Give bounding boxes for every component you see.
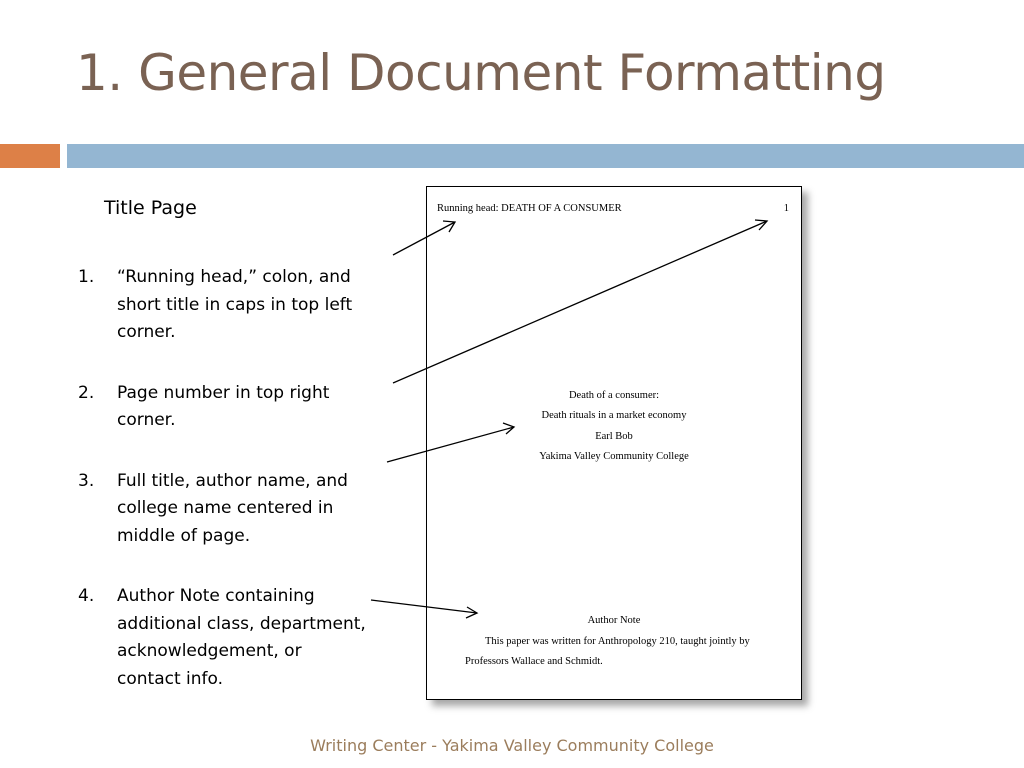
author-note-line-2: Professors Wallace and Schmidt. (465, 656, 603, 667)
list-item-text: “Running head,” colon, and short title in caps in top left corner. (117, 267, 353, 342)
slide-title: 1. General Document Formatting (76, 44, 886, 102)
list-item-number: 2. (78, 382, 95, 403)
list-item-number: 4. (78, 586, 95, 606)
author-note-heading: Author Note (587, 615, 641, 626)
arrow-page-number (393, 220, 767, 383)
paper-title-line-1: Death of a consumer: (568, 390, 660, 401)
arrow-title-block (387, 423, 514, 462)
list-item-number: 1. (78, 267, 95, 287)
author-name: Earl Bob (595, 431, 633, 442)
list-item-text: Full title, author name, and college name centered in middle of page. (117, 470, 348, 546)
subheading: Title Page (104, 197, 197, 219)
author-note-line-1: This paper was written for Anthropology 210, taught jointly by (485, 636, 750, 647)
college-name: Yakima Valley Community College (539, 451, 689, 462)
list-item-text: Page number in top right corner. (117, 382, 330, 430)
arrow-running-head (393, 221, 455, 255)
page-number: 1 (783, 203, 789, 214)
paper-title-line-2: Death rituals in a market economy (541, 410, 687, 421)
arrow-author-note (371, 600, 477, 618)
list-item-number: 3. (78, 470, 95, 491)
running-head: Running head: DEATH OF A CONSUMER (437, 203, 622, 214)
list-item-text: Author Note containing additional class, department, acknowledgement, or contact info. (117, 586, 366, 689)
footer: Writing Center - Yakima Valley Community College (310, 736, 714, 755)
